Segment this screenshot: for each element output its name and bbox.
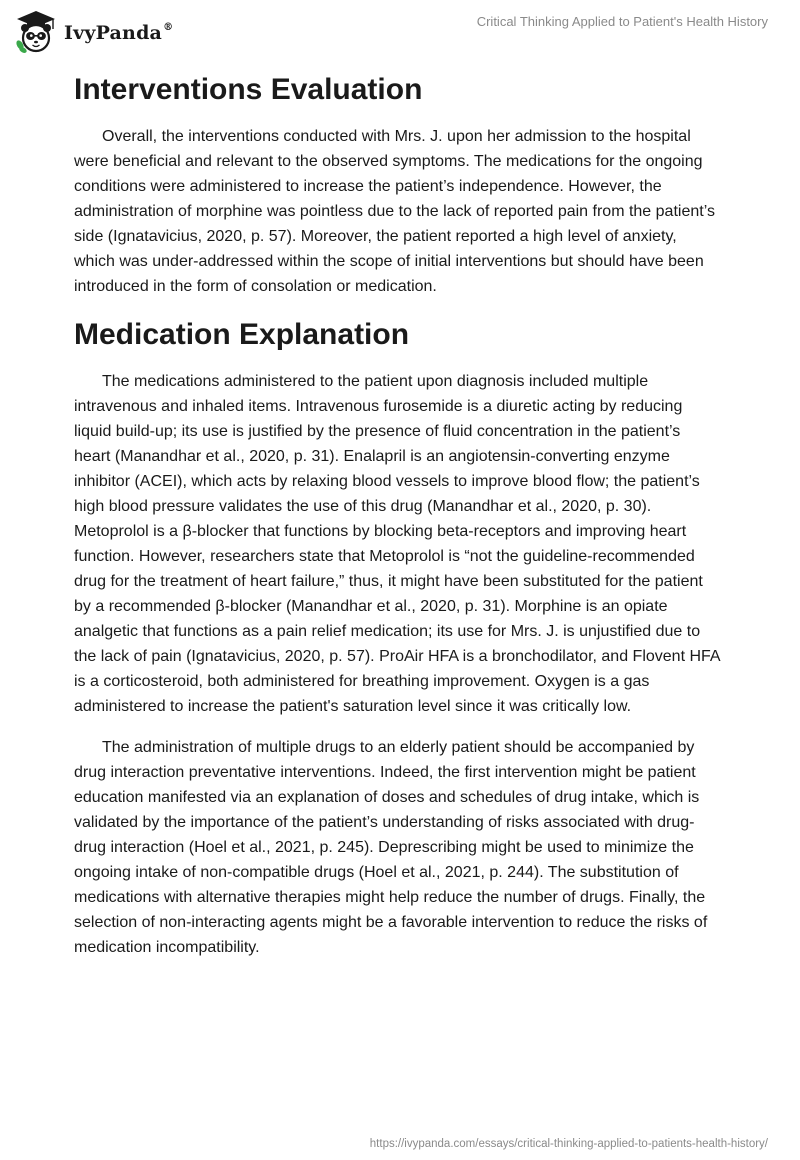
page-header bbox=[0, 0, 800, 62]
section-heading-interventions-evaluation: Interventions Evaluation bbox=[74, 73, 423, 106]
running-title: Critical Thinking Applied to Patient's Health History bbox=[476, 14, 768, 29]
essay-content bbox=[74, 70, 720, 976]
brand-name: IvyPanda® bbox=[64, 21, 174, 44]
panda-graduate-logo-icon bbox=[14, 9, 58, 55]
body-paragraph: The administration of multiple drugs to an elderly patient should be accompanied by drug interaction preventative interventions. Indeed, the first intervention might be patient education manifested via an explanation of doses and schedules of drug intake, which is validated by the importance of the patient’s understanding of risks associated with drug-drug interaction (Hoel et al., 2021, p. 245). Deprescribing might be used to minimize the ongoing intake of non-compatible drugs (Hoel et al., 2021, p. 244). The substitution of medications with alternative therapies might help reduce the number of drugs. Finally, the selection of non-interacting agents might be a favorable intervention to reduce the risks of medication incompatibility. bbox=[74, 739, 708, 956]
body-paragraph: Overall, the interventions conducted with Mrs. J. upon her admission to the hospital were beneficial and relevant to the observed symptoms. The medications for the ongoing conditions were administered to increase the patient’s independence. However, the administration of morphine was pointless due to the lack of reported pain from the patient’s side (Ignatavicius, 2020, p. 57). Moreover, the patient reported a high level of anxiety, which was under-addressed within the scope of initial interventions but should have been introduced in the form of consolation or medication. bbox=[74, 128, 715, 295]
registered-mark: ® bbox=[163, 21, 174, 33]
section-heading-medication-explanation: Medication Explanation bbox=[74, 318, 410, 351]
source-url[interactable]: https://ivypanda.com/essays/critical-thinking-applied-to-patients-health-history/ bbox=[369, 1138, 768, 1150]
ivypanda-logo[interactable] bbox=[14, 9, 173, 55]
body-paragraph: The medications administered to the patient upon diagnosis included multiple intravenous and inhaled items. Intravenous furosemide is a diuretic acting by reducing liquid build-up; its use is justified by the presence of fluid concentration in the patient’s heart (Manandhar et al., 2020, p. 31). Enalapril is an angiotensin-converting enzyme inhibitor (ACEI), which acts by relaxing blood vessels to improve blood flow; the patient’s high blood pressure validates the use of this drug (Manandhar et al., 2020, p. 30). Metoprolol is a β-blocker that functions by blocking beta-receptors and improving heart function. However, researchers state that Metoprolol is “not the guideline-recommended drug for the treatment of heart failure,” thus, it might have been substituted for the patient by a recommended β-blocker (Manandhar et al., 2020, p. 31). Morphine is an opiate analgetic that functions as a pain relief medication; its use for Mrs. J. is unjustified due to the lack of pain (Ignatavicius, 2020, p. 57). ProAir HFA is a bronchodilator, and Flovent HFA is a corticosteroid, both administered for breathing improvement. Oxygen is a gas administered to increase the patient's saturation level since it was critically low. bbox=[74, 373, 720, 715]
